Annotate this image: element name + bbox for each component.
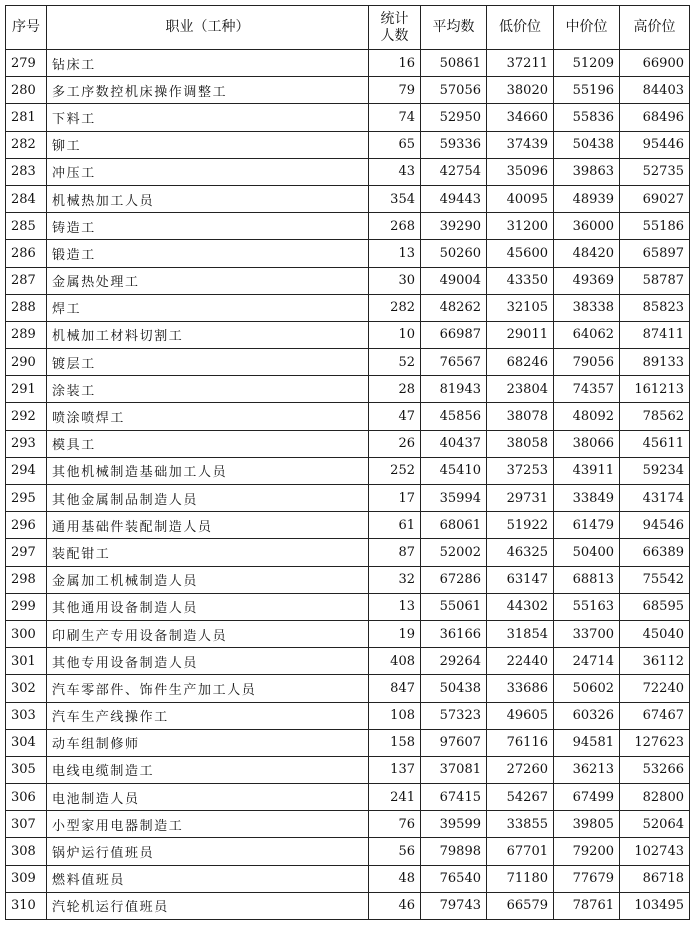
- cell-median: 67499: [554, 784, 620, 811]
- table-row: [6, 104, 690, 131]
- cell-median: 55163: [554, 593, 620, 620]
- cell-average: 68061: [421, 512, 487, 539]
- table-row: [6, 240, 690, 267]
- table-row: [6, 185, 690, 212]
- table-row: [6, 838, 690, 865]
- cell-average: 49004: [421, 267, 487, 294]
- cell-occupation: 铆工: [47, 131, 369, 158]
- cell-occupation: 多工序数控机床操作调整工: [47, 77, 369, 104]
- cell-average: 57323: [421, 702, 487, 729]
- cell-count: 26: [369, 430, 421, 457]
- cell-median: 94581: [554, 729, 620, 756]
- table-row: [6, 566, 690, 593]
- cell-occupation: 钻床工: [47, 50, 369, 77]
- cell-occupation: 镀层工: [47, 349, 369, 376]
- cell-occupation: 锅炉运行值班员: [47, 838, 369, 865]
- cell-count: 56: [369, 838, 421, 865]
- cell-high: 45611: [620, 430, 690, 457]
- cell-occupation: 焊工: [47, 294, 369, 321]
- cell-count: 252: [369, 457, 421, 484]
- cell-average: 79743: [421, 892, 487, 919]
- cell-count: 268: [369, 213, 421, 240]
- table-row: [6, 457, 690, 484]
- table-row: [6, 756, 690, 783]
- cell-high: 68595: [620, 593, 690, 620]
- cell-low: 54267: [487, 784, 554, 811]
- cell-high: 85823: [620, 294, 690, 321]
- table-row: [6, 485, 690, 512]
- cell-low: 51922: [487, 512, 554, 539]
- cell-count: 108: [369, 702, 421, 729]
- cell-count: 30: [369, 267, 421, 294]
- cell-index: 310: [6, 892, 47, 919]
- cell-average: 52950: [421, 104, 487, 131]
- table-row: [6, 648, 690, 675]
- cell-count: 158: [369, 729, 421, 756]
- table-row: [6, 620, 690, 647]
- table-row: [6, 811, 690, 838]
- cell-index: 307: [6, 811, 47, 838]
- cell-low: 63147: [487, 566, 554, 593]
- cell-high: 86718: [620, 865, 690, 892]
- cell-occupation: 下料工: [47, 104, 369, 131]
- cell-low: 71180: [487, 865, 554, 892]
- cell-index: 306: [6, 784, 47, 811]
- table-row: [6, 784, 690, 811]
- cell-index: 308: [6, 838, 47, 865]
- cell-high: 65897: [620, 240, 690, 267]
- table-row: [6, 376, 690, 403]
- cell-high: 103495: [620, 892, 690, 919]
- cell-average: 52002: [421, 539, 487, 566]
- table-row: [6, 892, 690, 919]
- cell-median: 38066: [554, 430, 620, 457]
- table-row: [6, 131, 690, 158]
- cell-median: 60326: [554, 702, 620, 729]
- table-row: [6, 403, 690, 430]
- cell-count: 32: [369, 566, 421, 593]
- cell-high: 87411: [620, 321, 690, 348]
- cell-median: 48420: [554, 240, 620, 267]
- cell-index: 296: [6, 512, 47, 539]
- cell-median: 39863: [554, 158, 620, 185]
- cell-index: 303: [6, 702, 47, 729]
- cell-median: 36213: [554, 756, 620, 783]
- cell-median: 68813: [554, 566, 620, 593]
- cell-low: 29731: [487, 485, 554, 512]
- cell-high: 161213: [620, 376, 690, 403]
- cell-occupation: 模具工: [47, 430, 369, 457]
- cell-average: 76567: [421, 349, 487, 376]
- cell-average: 35994: [421, 485, 487, 512]
- cell-average: 45410: [421, 457, 487, 484]
- cell-high: 78562: [620, 403, 690, 430]
- header-low: 低价位: [487, 6, 554, 50]
- cell-high: 72240: [620, 675, 690, 702]
- cell-low: 37439: [487, 131, 554, 158]
- cell-index: 279: [6, 50, 47, 77]
- cell-average: 50260: [421, 240, 487, 267]
- cell-count: 28: [369, 376, 421, 403]
- cell-high: 59234: [620, 457, 690, 484]
- cell-low: 35096: [487, 158, 554, 185]
- cell-count: 847: [369, 675, 421, 702]
- cell-occupation: 锻造工: [47, 240, 369, 267]
- cell-count: 13: [369, 593, 421, 620]
- cell-high: 58787: [620, 267, 690, 294]
- cell-occupation: 通用基础件装配制造人员: [47, 512, 369, 539]
- cell-average: 37081: [421, 756, 487, 783]
- cell-average: 55061: [421, 593, 487, 620]
- cell-index: 290: [6, 349, 47, 376]
- cell-average: 45856: [421, 403, 487, 430]
- cell-median: 39805: [554, 811, 620, 838]
- cell-median: 61479: [554, 512, 620, 539]
- cell-high: 36112: [620, 648, 690, 675]
- cell-median: 36000: [554, 213, 620, 240]
- cell-average: 57056: [421, 77, 487, 104]
- cell-occupation: 金属热处理工: [47, 267, 369, 294]
- cell-occupation: 燃料值班员: [47, 865, 369, 892]
- cell-count: 13: [369, 240, 421, 267]
- cell-index: 285: [6, 213, 47, 240]
- table-row: [6, 77, 690, 104]
- cell-median: 24714: [554, 648, 620, 675]
- cell-high: 67467: [620, 702, 690, 729]
- cell-count: 16: [369, 50, 421, 77]
- cell-count: 79: [369, 77, 421, 104]
- cell-median: 48939: [554, 185, 620, 212]
- cell-occupation: 汽车零部件、饰件生产加工人员: [47, 675, 369, 702]
- cell-low: 29011: [487, 321, 554, 348]
- cell-low: 68246: [487, 349, 554, 376]
- header-occupation: 职业（工种）: [47, 6, 369, 50]
- cell-occupation: 动车组制修师: [47, 729, 369, 756]
- cell-occupation: 汽轮机运行值班员: [47, 892, 369, 919]
- cell-median: 55836: [554, 104, 620, 131]
- cell-index: 292: [6, 403, 47, 430]
- cell-median: 49369: [554, 267, 620, 294]
- cell-low: 40095: [487, 185, 554, 212]
- cell-low: 67701: [487, 838, 554, 865]
- cell-count: 241: [369, 784, 421, 811]
- cell-occupation: 涂装工: [47, 376, 369, 403]
- cell-count: 43: [369, 158, 421, 185]
- cell-average: 29264: [421, 648, 487, 675]
- cell-median: 79200: [554, 838, 620, 865]
- header-high: 高价位: [620, 6, 690, 50]
- cell-index: 288: [6, 294, 47, 321]
- cell-occupation: 汽车生产线操作工: [47, 702, 369, 729]
- table-row: [6, 349, 690, 376]
- header-count: [369, 6, 421, 50]
- cell-median: 38338: [554, 294, 620, 321]
- cell-high: 95446: [620, 131, 690, 158]
- cell-median: 50602: [554, 675, 620, 702]
- cell-low: 38058: [487, 430, 554, 457]
- cell-average: 49443: [421, 185, 487, 212]
- cell-median: 50438: [554, 131, 620, 158]
- cell-high: 52064: [620, 811, 690, 838]
- cell-index: 299: [6, 593, 47, 620]
- cell-high: 55186: [620, 213, 690, 240]
- cell-occupation: 电池制造人员: [47, 784, 369, 811]
- cell-high: 82800: [620, 784, 690, 811]
- cell-index: 287: [6, 267, 47, 294]
- cell-index: 286: [6, 240, 47, 267]
- cell-average: 39599: [421, 811, 487, 838]
- cell-low: 31200: [487, 213, 554, 240]
- cell-high: 52735: [620, 158, 690, 185]
- cell-low: 22440: [487, 648, 554, 675]
- header-count-line1: 统计: [380, 10, 409, 27]
- cell-index: 293: [6, 430, 47, 457]
- cell-index: 301: [6, 648, 47, 675]
- cell-median: 33700: [554, 620, 620, 647]
- cell-occupation: 印刷生产专用设备制造人员: [47, 620, 369, 647]
- header-median: 中价位: [554, 6, 620, 50]
- cell-occupation: 机械热加工人员: [47, 185, 369, 212]
- table-row: [6, 158, 690, 185]
- cell-high: 94546: [620, 512, 690, 539]
- cell-index: 304: [6, 729, 47, 756]
- cell-median: 64062: [554, 321, 620, 348]
- table-row: [6, 865, 690, 892]
- cell-high: 43174: [620, 485, 690, 512]
- cell-high: 45040: [620, 620, 690, 647]
- table-row: [6, 50, 690, 77]
- cell-low: 49605: [487, 702, 554, 729]
- cell-average: 59336: [421, 131, 487, 158]
- cell-index: 298: [6, 566, 47, 593]
- cell-high: 66389: [620, 539, 690, 566]
- cell-index: 294: [6, 457, 47, 484]
- cell-occupation: 铸造工: [47, 213, 369, 240]
- cell-low: 32105: [487, 294, 554, 321]
- cell-count: 408: [369, 648, 421, 675]
- cell-low: 37253: [487, 457, 554, 484]
- cell-median: 55196: [554, 77, 620, 104]
- cell-low: 66579: [487, 892, 554, 919]
- cell-average: 76540: [421, 865, 487, 892]
- cell-average: 42754: [421, 158, 487, 185]
- cell-low: 46325: [487, 539, 554, 566]
- cell-index: 300: [6, 620, 47, 647]
- cell-average: 67286: [421, 566, 487, 593]
- cell-occupation: 金属加工机械制造人员: [47, 566, 369, 593]
- cell-low: 76116: [487, 729, 554, 756]
- table-row: [6, 675, 690, 702]
- cell-high: 66900: [620, 50, 690, 77]
- cell-average: 81943: [421, 376, 487, 403]
- cell-median: 79056: [554, 349, 620, 376]
- cell-occupation: 其他通用设备制造人员: [47, 593, 369, 620]
- table-row: [6, 539, 690, 566]
- cell-occupation: 装配钳工: [47, 539, 369, 566]
- cell-count: 52: [369, 349, 421, 376]
- cell-average: 97607: [421, 729, 487, 756]
- cell-index: 302: [6, 675, 47, 702]
- header-index: 序号: [6, 6, 47, 50]
- cell-average: 39290: [421, 213, 487, 240]
- cell-low: 43350: [487, 267, 554, 294]
- cell-index: 309: [6, 865, 47, 892]
- cell-index: 280: [6, 77, 47, 104]
- cell-index: 289: [6, 321, 47, 348]
- table-row: [6, 213, 690, 240]
- cell-high: 69027: [620, 185, 690, 212]
- cell-count: 74: [369, 104, 421, 131]
- cell-index: 305: [6, 756, 47, 783]
- cell-low: 38078: [487, 403, 554, 430]
- table-row: [6, 729, 690, 756]
- cell-average: 67415: [421, 784, 487, 811]
- cell-median: 77679: [554, 865, 620, 892]
- table-body: [6, 50, 690, 920]
- cell-count: 17: [369, 485, 421, 512]
- cell-occupation: 其他专用设备制造人员: [47, 648, 369, 675]
- cell-average: 50438: [421, 675, 487, 702]
- cell-index: 295: [6, 485, 47, 512]
- cell-occupation: 电线电缆制造工: [47, 756, 369, 783]
- cell-count: 87: [369, 539, 421, 566]
- cell-median: 50400: [554, 539, 620, 566]
- cell-count: 19: [369, 620, 421, 647]
- cell-occupation: 其他金属制品制造人员: [47, 485, 369, 512]
- table-header: [6, 6, 690, 50]
- cell-low: 45600: [487, 240, 554, 267]
- cell-average: 79898: [421, 838, 487, 865]
- cell-count: 48: [369, 865, 421, 892]
- table-row: [6, 321, 690, 348]
- cell-median: 78761: [554, 892, 620, 919]
- wage-table: [5, 5, 690, 920]
- cell-occupation: 小型家用电器制造工: [47, 811, 369, 838]
- cell-high: 89133: [620, 349, 690, 376]
- cell-count: 47: [369, 403, 421, 430]
- cell-average: 36166: [421, 620, 487, 647]
- cell-high: 127623: [620, 729, 690, 756]
- cell-low: 33686: [487, 675, 554, 702]
- cell-count: 354: [369, 185, 421, 212]
- header-average: 平均数: [421, 6, 487, 50]
- cell-high: 102743: [620, 838, 690, 865]
- cell-median: 43911: [554, 457, 620, 484]
- cell-average: 40437: [421, 430, 487, 457]
- table-row: [6, 702, 690, 729]
- cell-index: 291: [6, 376, 47, 403]
- table-row: [6, 593, 690, 620]
- cell-median: 51209: [554, 50, 620, 77]
- cell-count: 46: [369, 892, 421, 919]
- cell-low: 37211: [487, 50, 554, 77]
- cell-index: 282: [6, 131, 47, 158]
- table-row: [6, 294, 690, 321]
- cell-count: 61: [369, 512, 421, 539]
- cell-occupation: 其他机械制造基础加工人员: [47, 457, 369, 484]
- cell-index: 281: [6, 104, 47, 131]
- cell-average: 50861: [421, 50, 487, 77]
- header-count-line2: 人数: [380, 27, 409, 44]
- cell-median: 33849: [554, 485, 620, 512]
- cell-median: 48092: [554, 403, 620, 430]
- cell-average: 66987: [421, 321, 487, 348]
- cell-occupation: 机械加工材料切割工: [47, 321, 369, 348]
- cell-index: 284: [6, 185, 47, 212]
- header-row: [6, 6, 690, 50]
- cell-occupation: 冲压工: [47, 158, 369, 185]
- table-row: [6, 430, 690, 457]
- cell-count: 282: [369, 294, 421, 321]
- table-row: [6, 512, 690, 539]
- cell-low: 44302: [487, 593, 554, 620]
- cell-low: 27260: [487, 756, 554, 783]
- cell-high: 53266: [620, 756, 690, 783]
- cell-low: 38020: [487, 77, 554, 104]
- cell-low: 23804: [487, 376, 554, 403]
- cell-low: 31854: [487, 620, 554, 647]
- cell-low: 33855: [487, 811, 554, 838]
- cell-index: 297: [6, 539, 47, 566]
- cell-count: 10: [369, 321, 421, 348]
- cell-high: 75542: [620, 566, 690, 593]
- cell-high: 68496: [620, 104, 690, 131]
- cell-median: 74357: [554, 376, 620, 403]
- cell-count: 65: [369, 131, 421, 158]
- cell-occupation: 喷涂喷焊工: [47, 403, 369, 430]
- cell-average: 48262: [421, 294, 487, 321]
- cell-low: 34660: [487, 104, 554, 131]
- cell-high: 84403: [620, 77, 690, 104]
- cell-count: 76: [369, 811, 421, 838]
- cell-count: 137: [369, 756, 421, 783]
- table-row: [6, 267, 690, 294]
- cell-index: 283: [6, 158, 47, 185]
